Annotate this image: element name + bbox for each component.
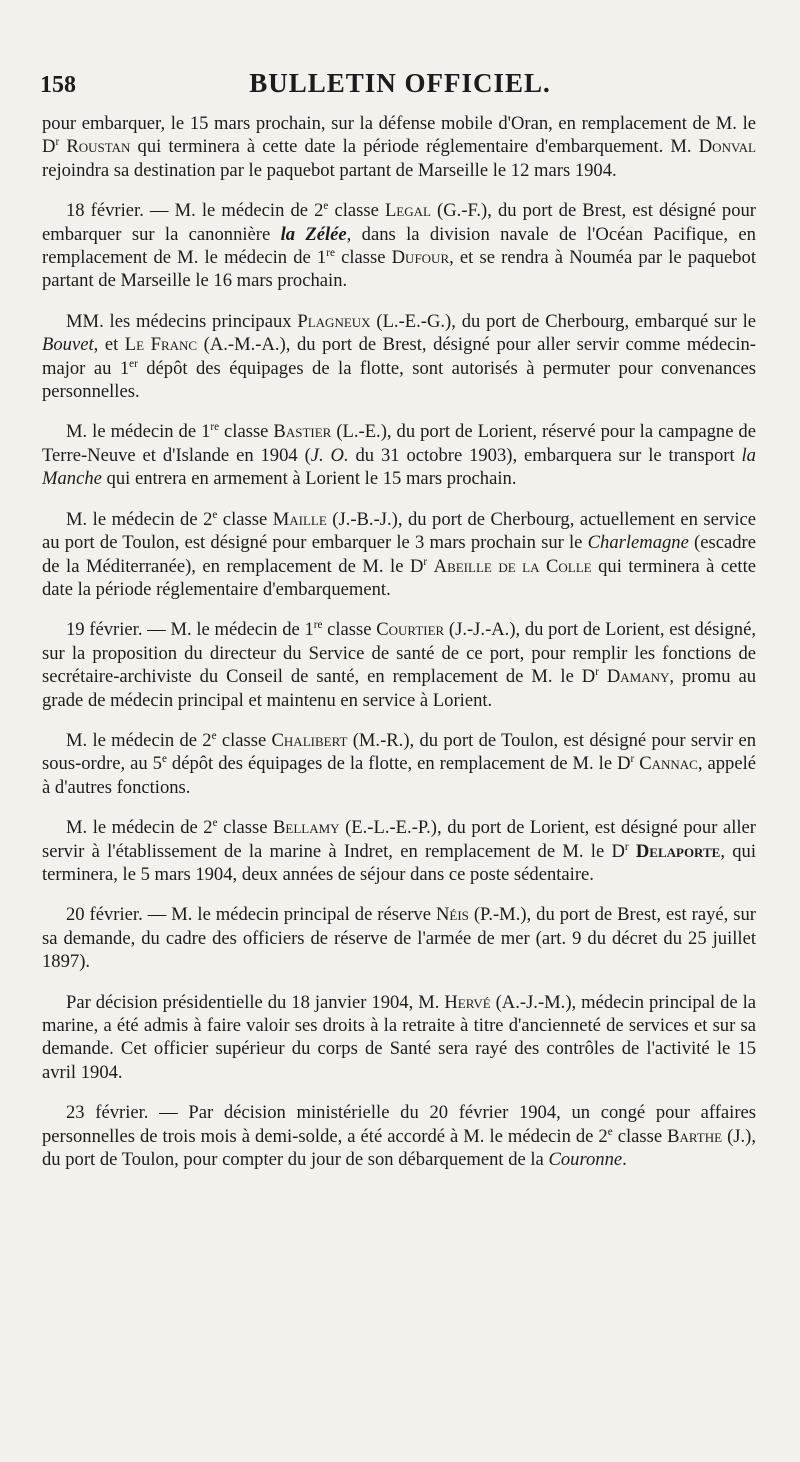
running-title: BULLETIN OFFICIEL. [249, 68, 551, 98]
text-run: (L.-E.), du port de Lorient, réservé pour la campagne de Terre-Neuve et d'Islande en 1904 ( [42, 421, 756, 466]
person-name: Cannac [639, 753, 698, 775]
text-run: (L.-E.-G.), du port de Cherbourg, embarqué sur le [370, 310, 756, 332]
person-name: Bastier [273, 421, 332, 443]
text-run: pour embarquer, le 15 mars prochain, sur la défense mobile d'Oran, en remplacement de M. le D [42, 113, 756, 158]
text-run: M. le médecin de 2 [66, 817, 213, 839]
text-run: classe [216, 729, 272, 751]
text-run: . [622, 1149, 627, 1171]
superscript: re [313, 619, 323, 632]
text-run: 23 février. — Par décision ministérielle du 20 février 1904, un congé pour affaires personnelles de trois mois à demi-solde, a été accordé à M. le médecin de 2 [42, 1102, 756, 1147]
text-run: classe [217, 508, 273, 530]
superscript: e [607, 1125, 613, 1138]
superscript: r [55, 136, 60, 149]
text-run: , qui terminera, le 5 mars 1904, deux années de séjour dans ce poste sédentaire. [42, 840, 756, 885]
text-run: classe [219, 421, 274, 443]
superscript: e [212, 816, 218, 829]
text-run: dépôt des équipages de la flotte, sont autorisés à permuter pour convenances personnelles. [42, 357, 757, 403]
superscript: e [161, 753, 167, 766]
text-run: , promu au grade de médecin principal et maintenu en service à Lorient. [42, 666, 757, 711]
paragraph [42, 729, 756, 799]
page-header [40, 68, 760, 100]
text-run: M. le médecin de 2 [66, 729, 212, 751]
body-text [42, 112, 756, 1188]
paragraph [42, 1101, 756, 1171]
paragraph [42, 903, 756, 973]
text-run: (A.-M.-A.), du port de Brest, désigné pour aller servir comme médecin-major au 1 [42, 334, 756, 379]
person-name: Courtier [376, 619, 445, 641]
text-run: , et [93, 334, 125, 356]
person-name: Damany [606, 666, 670, 688]
text-run: , appelé à d'autres fonctions. [42, 753, 757, 798]
paragraph [42, 816, 756, 886]
person-name: Le Franc [124, 334, 198, 356]
text-run: (A.-J.-M.), médecin principal de la marine, a été admis à faire valoir ses droits à la retraite à titre d'ancienneté de services et sur sa demande. Cet officier supérieur du corps de Santé sera rayé des contrôles de l'activité le 15 avril 1904. [42, 991, 756, 1083]
superscript: e [211, 729, 217, 742]
superscript: re [326, 246, 335, 259]
superscript: r [595, 665, 599, 678]
paragraph [42, 199, 756, 293]
text-run: qui terminera à cette date la période réglementaire d'embarquement. [42, 555, 756, 600]
text-run: (J.-B.-J.), du port de Cherbourg, actuellement en service au port de Toulon, est désigné pour embarquer le 3 mars prochain sur le [42, 508, 756, 554]
paragraph [42, 991, 756, 1085]
person-name: Barthe [667, 1125, 723, 1147]
text-run: Par décision présidentielle du 18 janvier 1904, M. [66, 991, 445, 1013]
paragraph [42, 420, 756, 490]
text-run [629, 841, 636, 862]
text-run: (M.-R.), du port de Toulon, est désigné pour servir en sous-ordre, au 5 [42, 729, 756, 775]
ship-name: Charlemagne [587, 532, 689, 554]
text-run: (escadre de la Méditerranée), en remplacement de M. le D [42, 532, 756, 577]
text-run: 19 février. — M. le médecin de 1 [66, 619, 314, 641]
paragraph [42, 112, 756, 182]
text-run: MM. les médecins principaux [66, 310, 298, 332]
text-run: , et se rendra à Nouméa par le paquebot partant de Marseille le 16 mars prochain. [42, 247, 756, 292]
person-name: Donval [698, 136, 756, 158]
person-name: Maille [272, 508, 327, 530]
ship-name: Couronne [548, 1149, 623, 1171]
text-run: M. le médecin de 2 [66, 508, 213, 530]
person-name: Dufour [391, 247, 450, 269]
page-number: 158 [40, 72, 76, 98]
text-run: classe [217, 817, 273, 839]
superscript: r [630, 753, 635, 766]
person-name: Plagneux [297, 310, 371, 332]
text-run: , dans la division navale de l'Océan Pacifique, en remplacement de M. le médecin de 1 [42, 223, 756, 269]
person-name: Chalibert [271, 729, 348, 751]
superscript: e [212, 508, 218, 521]
journal-reference: J. O. [310, 444, 349, 466]
ship-name: Bouvet [42, 334, 94, 356]
person-name: Roustan [66, 136, 131, 158]
text-run [599, 666, 607, 687]
superscript: r [624, 840, 629, 853]
text-run: rejoindra sa destination par le paquebot partant de Marseille le 12 mars 1904. [42, 159, 617, 181]
person-name: Delaporte [635, 840, 721, 862]
text-run: (G.-F.), du port de Brest, est désigné pour embarquer sur la canonnière [42, 200, 756, 245]
text-run: classe [612, 1125, 668, 1147]
person-name: Abeille de la Colle [433, 555, 592, 577]
ship-name: la Zélée [280, 223, 347, 245]
text-run: 18 février. — M. le médecin de 2 [66, 200, 324, 222]
superscript: er [129, 357, 138, 370]
person-name: Legal [384, 200, 431, 222]
text-run: qui entrera en armement à Lorient le 15 mars prochain. [101, 468, 517, 490]
person-name: Bellamy [273, 817, 340, 839]
text-run: du 31 octobre 1903), embarquera sur le transport [348, 444, 742, 466]
text-run: (E.-L.-E.-P.), du port de Lorient, est désigné pour aller servir à l'établissement de la marine à Indret, en remplacement de M. le D [42, 817, 756, 862]
text-run: 20 février. — M. le médecin principal de réserve [66, 904, 436, 926]
text-run: classe [334, 247, 392, 269]
person-name: Hervé [444, 991, 491, 1013]
paragraph [42, 310, 756, 404]
text-run: classe [322, 619, 377, 641]
text-run: (J.-J.-A.), du port de Lorient, est désigné, sur la proposition du directeur du Service de santé de ce port, pour remplir les fonctions de secrétaire-archiviste du Conseil de santé, en remplacement de M. le D [42, 619, 756, 688]
text-run: qui terminera à cette date la période réglementaire d'embarquement. M. [130, 136, 699, 158]
text-run: (J.), du port de Toulon, pour compter du jour de son débarquement de la [42, 1125, 756, 1171]
text-run: M. le médecin de 1 [66, 421, 211, 443]
text-run: (P.-M.), du port de Brest, est rayé, sur sa demande, du cadre des officiers de réserve de l'armée de mer (art. 9 du décret du 25 juillet 1897). [42, 904, 756, 973]
text-run: dépôt des équipages de la flotte, en remplacement de M. le D [166, 753, 631, 775]
superscript: re [210, 421, 220, 434]
superscript: r [423, 555, 428, 568]
superscript: e [323, 200, 329, 213]
person-name: Néis [435, 904, 469, 926]
paragraph [42, 618, 756, 712]
text-run: classe [328, 200, 385, 222]
ship-name: la Manche [42, 444, 756, 490]
paragraph [42, 508, 756, 602]
